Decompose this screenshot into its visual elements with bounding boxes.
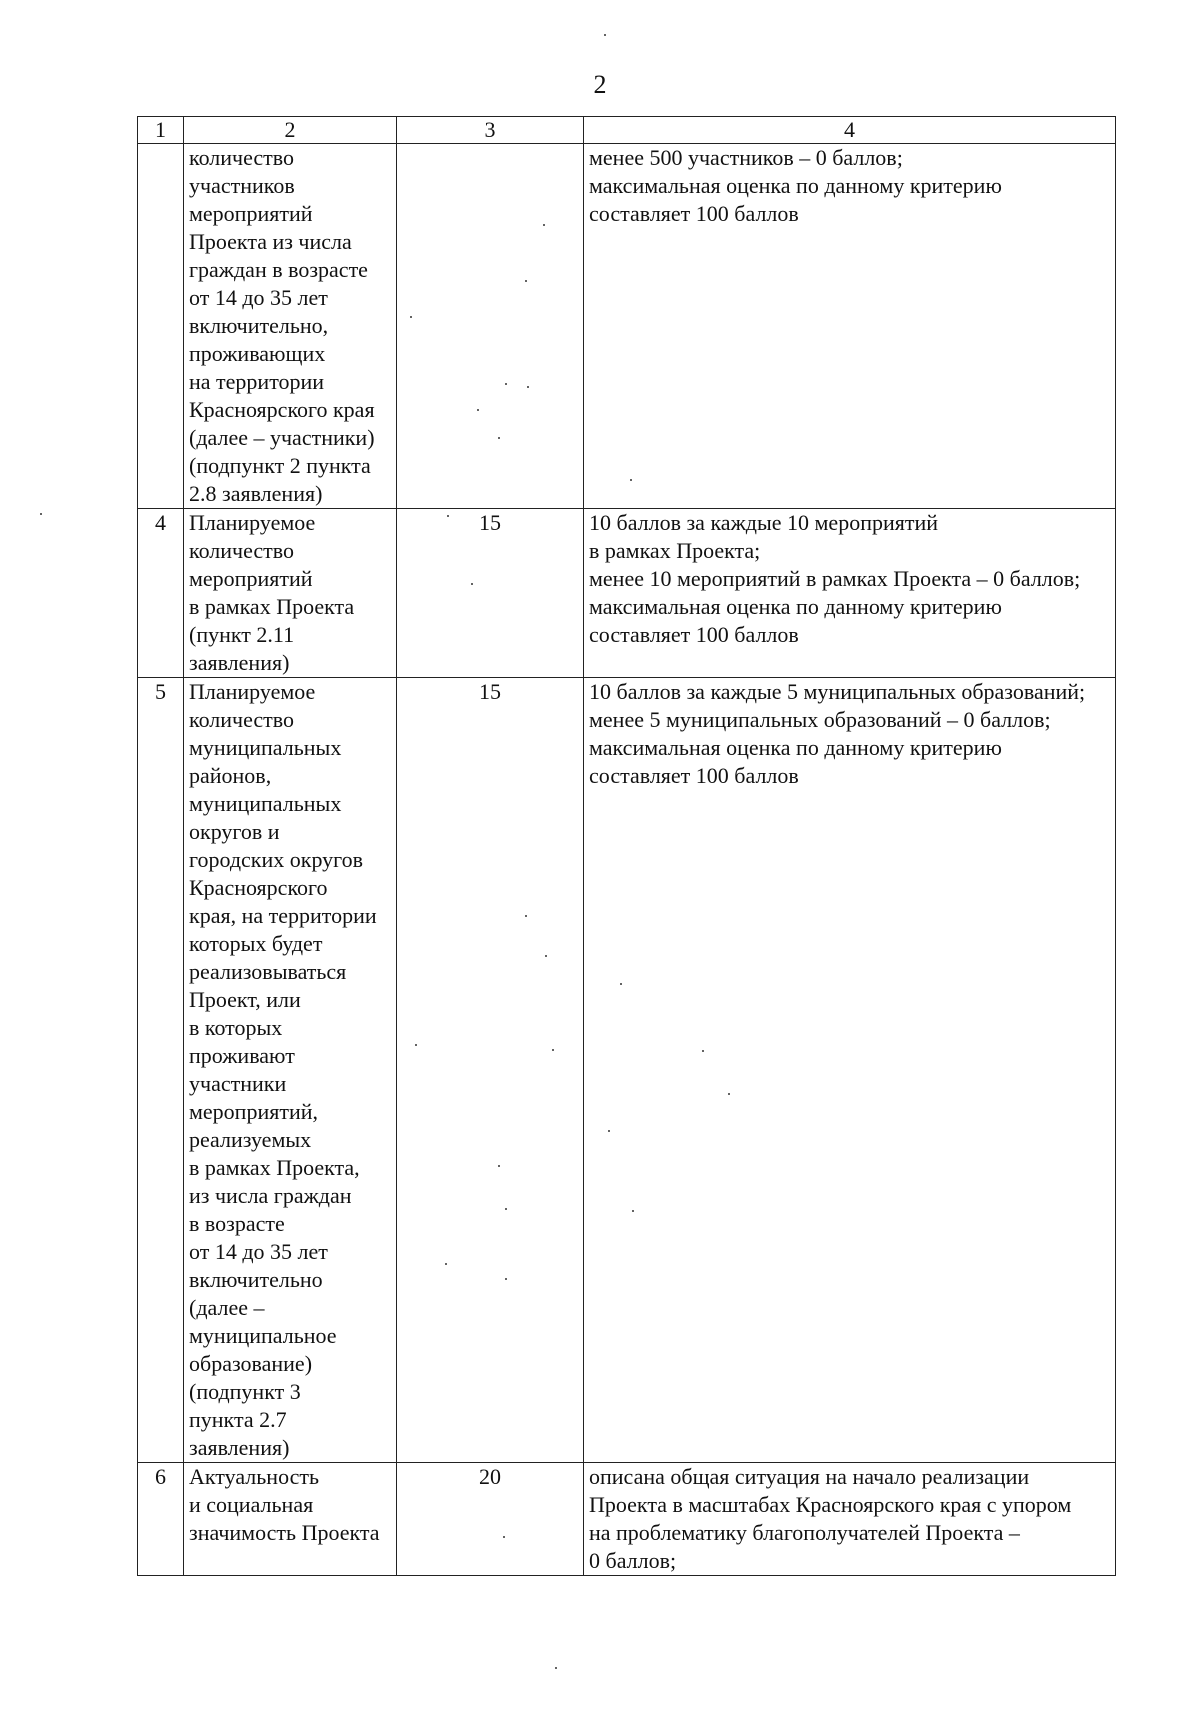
table-row (138, 1463, 1116, 1576)
scan-speck (728, 1093, 730, 1095)
column-header: 2 (184, 117, 397, 144)
scan-speck (620, 983, 622, 985)
scan-speck (543, 224, 545, 226)
scan-speck (410, 316, 412, 318)
scan-speck (498, 437, 500, 439)
scan-speck (498, 1165, 500, 1167)
scan-speck (525, 915, 527, 917)
scan-speck (505, 1208, 507, 1210)
row-number: 5 (138, 678, 184, 1463)
page-number: 2 (593, 70, 607, 99)
column-header: 1 (138, 117, 184, 144)
table-row (138, 144, 1116, 509)
row-number: 4 (138, 509, 184, 678)
scan-speck (545, 955, 547, 957)
weight-cell: 15 (397, 678, 584, 1463)
table-row (138, 509, 1116, 678)
scan-speck (477, 409, 479, 411)
scan-speck (505, 1278, 507, 1280)
criteria-table (137, 116, 1116, 1576)
scan-speck (415, 1044, 417, 1046)
scoring-cell: менее 500 участников – 0 баллов; максимальная оценка по данному критерию составляет 100 баллов (584, 144, 1116, 509)
scoring-cell: 10 баллов за каждые 5 муниципальных образований; менее 5 муниципальных образований – 0 баллов; максимальная оценка по данному критерию составляет 100 баллов (584, 678, 1116, 1463)
scan-speck (447, 515, 449, 517)
scan-speck (608, 1130, 610, 1132)
scan-speck (632, 1210, 634, 1212)
scan-speck (525, 280, 527, 282)
scoring-cell: описана общая ситуация на начало реализации Проекта в масштабах Красноярского края с упором на проблематику благополучателей Проекта – 0 баллов; (584, 1463, 1116, 1576)
scan-speck (702, 1050, 704, 1052)
table-header-row (138, 117, 1116, 144)
row-number: 6 (138, 1463, 184, 1576)
weight-cell (397, 144, 584, 509)
row-number (138, 144, 184, 509)
scan-speck (503, 1536, 505, 1538)
scan-speck (527, 386, 529, 388)
table-row (138, 678, 1116, 1463)
scan-speck (555, 1667, 557, 1669)
scan-speck (604, 34, 606, 36)
scan-speck (630, 479, 632, 481)
weight-cell: 15 (397, 509, 584, 678)
weight-cell: 20 (397, 1463, 584, 1576)
criterion-cell: Планируемое количество мероприятий в рамках Проекта (пункт 2.11 заявления) (184, 509, 397, 678)
scan-speck (40, 513, 42, 515)
scoring-cell: 10 баллов за каждые 10 мероприятий в рамках Проекта; менее 10 мероприятий в рамках Проекта – 0 баллов; максимальная оценка по данному критерию составляет 100 баллов (584, 509, 1116, 678)
scan-speck (552, 1049, 554, 1051)
column-header: 4 (584, 117, 1116, 144)
criterion-cell: Планируемое количество муниципальных районов, муниципальных округов и городских округов Красноярского края, на территории которых будет реализовываться Проект, или в которых проживают участники мероприятий, реализуемых в рамках Проекта, из числа граждан в возрасте от 14 до 35 лет включительно (далее – муниципальное образование) (подпункт 3 пункта 2.7 заявления) (184, 678, 397, 1463)
criterion-cell: Актуальность и социальная значимость Проекта (184, 1463, 397, 1576)
criterion-cell: количество участников мероприятий Проекта из числа граждан в возрасте от 14 до 35 лет включительно, проживающих на территории Красноярского края (далее – участники) (подпункт 2 пункта 2.8 заявления) (184, 144, 397, 509)
scan-speck (471, 583, 473, 585)
scan-speck (445, 1263, 447, 1265)
scan-speck (505, 383, 507, 385)
column-header: 3 (397, 117, 584, 144)
